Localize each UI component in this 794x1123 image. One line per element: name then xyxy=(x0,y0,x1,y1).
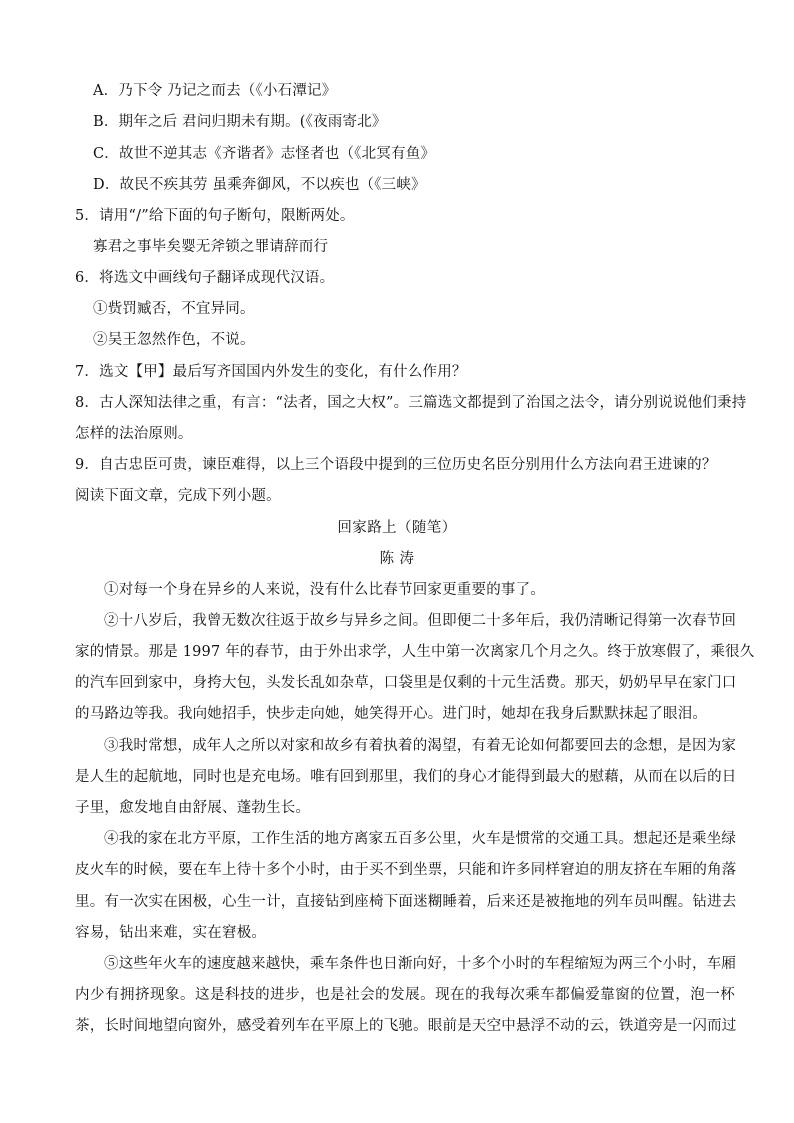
question-5: 5．请用“/”给下面的句子断句，限断两处。 xyxy=(75,208,355,224)
paragraph-4-line-4: 容易，钻出来难，实在窘极。 xyxy=(75,925,267,941)
paragraph-5-line-3: 茶，长时间地望向窗外，感受着列车在平原上的飞驰。眼前是天空中悬浮不动的云，铁道旁是一闪而过 xyxy=(75,1018,737,1034)
question-8-line-1: 8．古人深知法律之重，有言：“法者，国之大权”。三篇选文都提到了治国之法令，请分别说说他们秉持 xyxy=(75,395,747,411)
article-author: 陈 涛 xyxy=(379,551,415,567)
option-a: A．乃下令 乃记之而去（《小石潭记》 xyxy=(93,83,337,99)
question-6: 6．将选文中画线句子翻译成现代汉语。 xyxy=(75,270,335,286)
paragraph-5-line-2: 内少有拥挤现象。这是科技的进步，也是社会的发展。现在的我每次乘车都偏爱靠窗的位置，泡一杯 xyxy=(75,987,735,1003)
paragraph-2-line-1: ②十八岁后，我曾无数次往返于故乡与异乡之间。但即便二十多年后，我仍清晰记得第一次春节回 xyxy=(104,613,737,629)
paragraph-5-line-1: ⑤这些年火车的速度越来越快，乘车条件也日渐向好，十多个小时的车程缩短为两三个小时，车厢 xyxy=(104,956,737,972)
paragraph-2-line-3: 的汽车回到家中，身挎大包，头发长乱如杂草，口袋里是仅剩的十元生活费。那天，奶奶早早在家门口 xyxy=(75,675,737,691)
paragraph-2-line-4: 的马路边等我。我向她招手，快步走向她，她笑得开心。进门时，她却在我身后默默抹起了眼泪。 xyxy=(75,706,708,722)
reading-instruction: 阅读下面文章，完成下列小题。 xyxy=(75,488,281,504)
paragraph-4-line-1: ④我的家在北方平原，工作生活的地方离家五百多公里，火车是惯常的交通工具。想起还是乘坐绿 xyxy=(104,831,737,847)
paragraph-3-line-2: 是人生的起航地，同时也是充电场。唯有回到那里，我们的身心才能得到最大的慰藉，从而在以后的日 xyxy=(75,769,737,785)
question-9: 9．自古忠臣可贵，谏臣难得，以上三个语段中提到的三位历史名臣分别用什么方法向君王进谏的？ xyxy=(75,457,717,473)
option-c: C．故世不逆其志《齐谐者》志怪者也（《北冥有鱼》 xyxy=(93,146,436,162)
question-6-item-1: ①赀罚臧否，不宜异同。 xyxy=(93,301,255,317)
paragraph-4-line-3: 里。有一次实在困极，心生一计，直接钻到座椅下面迷糊睡着，后来还是被拖地的列车员叫醒。钻进去 xyxy=(75,894,737,910)
question-7: 7．选文【甲】最后写齐国国内外发生的变化，有什么作用？ xyxy=(75,364,467,380)
question-8-line-2: 怎样的法治原则。 xyxy=(75,426,193,442)
paragraph-3-line-1: ③我时常想，成年人之所以对家和故乡有着执着的渴望，有着无论如何都要回去的念想，是因为家 xyxy=(104,738,737,754)
question-6-item-2: ②吴王忽然作色，不说。 xyxy=(93,332,255,348)
option-d: D．故民不疾其劳 虽乘奔御风，不以疾也（《三峡》 xyxy=(93,177,426,193)
paragraph-2-line-2: 家的情景。那是 1997 年的春节，由于外出求学，人生中第一次离家几个月之久。终于放寒假了，乘很久 xyxy=(75,644,755,660)
paragraph-3-line-3: 子里，愈发地自由舒展、蓬勃生长。 xyxy=(75,800,311,816)
question-5-sentence: 寡君之事毕矣婴无斧锁之罪请辞而行 xyxy=(93,239,329,255)
option-b: B．期年之后 君问归期未有期。(《夜雨寄北》 xyxy=(93,114,387,130)
paragraph-4-line-2: 皮火车的时候，要在车上待十多个小时，由于买不到坐票，只能和许多同样窘迫的朋友挤在车厢的角落 xyxy=(75,862,737,878)
paragraph-1: ①对每一个身在异乡的人来说，没有什么比春节回家更重要的事了。 xyxy=(104,582,545,598)
article-title: 回家路上（随笔） xyxy=(337,520,457,536)
